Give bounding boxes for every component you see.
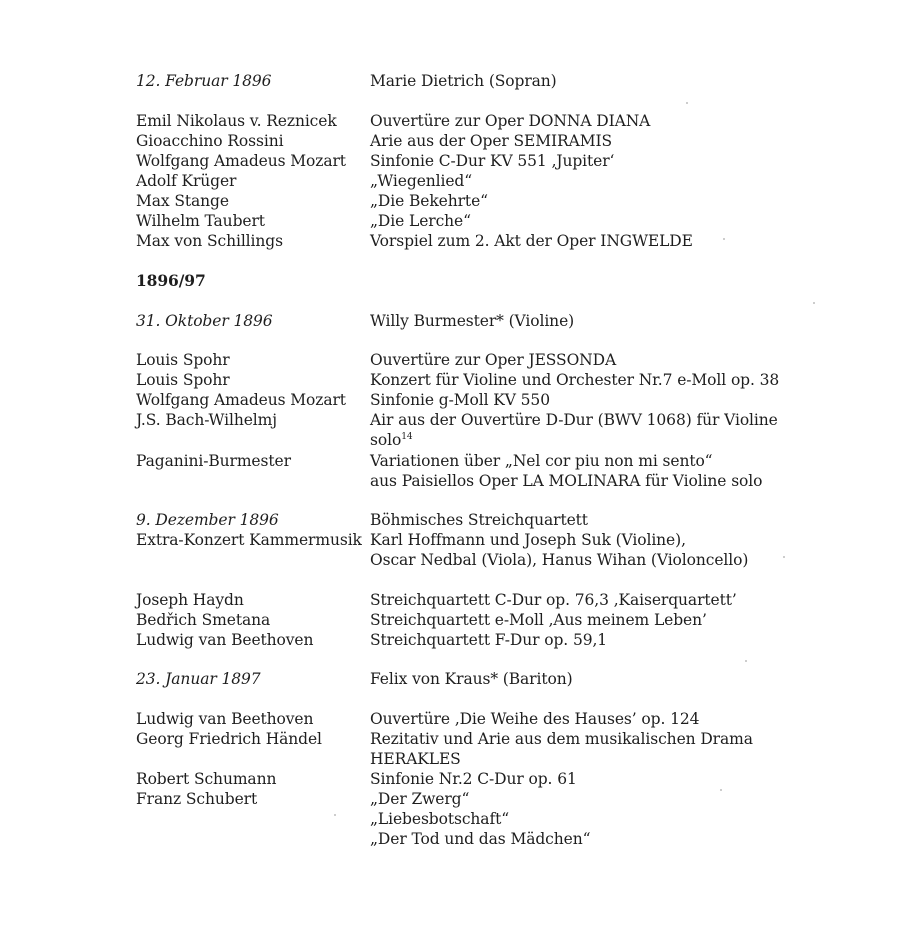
work-continuation: HERAKLES [370,750,461,768]
composer: Wolfgang Amadeus Mozart [136,391,346,409]
concert-performers-detail: Karl Hoffmann und Joseph Suk (Violine), [370,531,686,549]
composer: Bedřich Smetana [136,611,271,629]
concert-date: 31. Oktober 1896 [136,312,273,330]
composer: Robert Schumann [136,770,277,788]
composer: J.S. Bach-Wilhelmj [136,411,277,429]
work: Ouvertüre zur Oper DONNA DIANA [370,112,651,130]
work: Sinfonie Nr.2 C-Dur op. 61 [370,770,577,788]
concert-date: 9. Dezember 1896 [136,511,279,529]
concert-performers: Willy Burmester* (Violine) [370,312,575,330]
scan-speck [745,660,747,662]
work: „Die Bekehrte“ [370,192,488,210]
work-continuation [370,430,412,450]
work: „Der Zwerg“ [370,790,470,808]
composer: Joseph Haydn [136,591,244,609]
composer: Wilhelm Taubert [136,212,265,230]
composer: Max von Schillings [136,232,283,250]
work: Ouvertüre ‚Die Weihe des Hauses’ op. 124 [370,710,700,728]
concert-performers: Marie Dietrich (Sopran) [370,72,557,90]
concert-date: 23. Januar 1897 [136,670,261,688]
concert-performers-detail: Oscar Nedbal (Viola), Hanus Wihan (Violoncello) [370,551,749,569]
concert-date: 12. Februar 1896 [136,72,272,90]
composer: Adolf Krüger [136,172,237,190]
composer: Franz Schubert [136,790,258,808]
work: Sinfonie C-Dur KV 551 ‚Jupiter‘ [370,152,615,170]
work: Sinfonie g-Moll KV 550 [370,391,550,409]
composer: Ludwig van Beethoven [136,710,314,728]
work: Vorspiel zum 2. Akt der Oper INGWELDE [370,232,693,250]
work: Streichquartett e-Moll ‚Aus meinem Leben’ [370,611,707,629]
concert-subtitle: Extra-Konzert Kammermusik [136,531,362,549]
composer: Paganini-Burmester [136,452,291,470]
season-heading: 1896/97 [136,271,206,290]
composer: Ludwig van Beethoven [136,631,314,649]
scan-speck [334,814,336,816]
composer: Louis Spohr [136,351,230,369]
work-continuation: aus Paisiellos Oper LA MOLINARA für Violine solo [370,472,763,490]
footnote-marker: 14 [401,432,413,442]
work: Streichquartett C-Dur op. 76,3 ‚Kaiserquartett’ [370,591,737,609]
work: Air aus der Ouvertüre D-Dur (BWV 1068) für Violine [370,411,778,429]
work-continuation: „Der Tod und das Mädchen“ [370,830,591,848]
scan-speck [686,102,688,104]
scan-speck [720,789,722,791]
work: „Wiegenlied“ [370,172,473,190]
work-continuation: „Liebesbotschaft“ [370,810,510,828]
composer: Louis Spohr [136,371,230,389]
work: Arie aus der Oper SEMIRAMIS [370,132,613,150]
work: Streichquartett F-Dur op. 59,1 [370,631,608,649]
concert-performers: Felix von Kraus* (Bariton) [370,670,573,688]
composer: Georg Friedrich Händel [136,730,322,748]
work-continuation-text: solo [370,431,402,449]
composer: Wolfgang Amadeus Mozart [136,152,346,170]
composer: Max Stange [136,192,229,210]
scan-speck [723,238,725,240]
work: Konzert für Violine und Orchester Nr.7 e-Moll op. 38 [370,371,780,389]
composer: Gioacchino Rossini [136,132,284,150]
work: Variationen über „Nel cor piu non mi sento“ [370,452,713,470]
scan-speck [783,556,785,558]
work: Ouvertüre zur Oper JESSONDA [370,351,617,369]
composer: Emil Nikolaus v. Reznicek [136,112,337,130]
work: Rezitativ und Arie aus dem musikalischen Drama [370,730,753,748]
concert-performers: Böhmisches Streichquartett [370,511,588,529]
work: „Die Lerche“ [370,212,471,230]
scan-speck [813,302,815,304]
